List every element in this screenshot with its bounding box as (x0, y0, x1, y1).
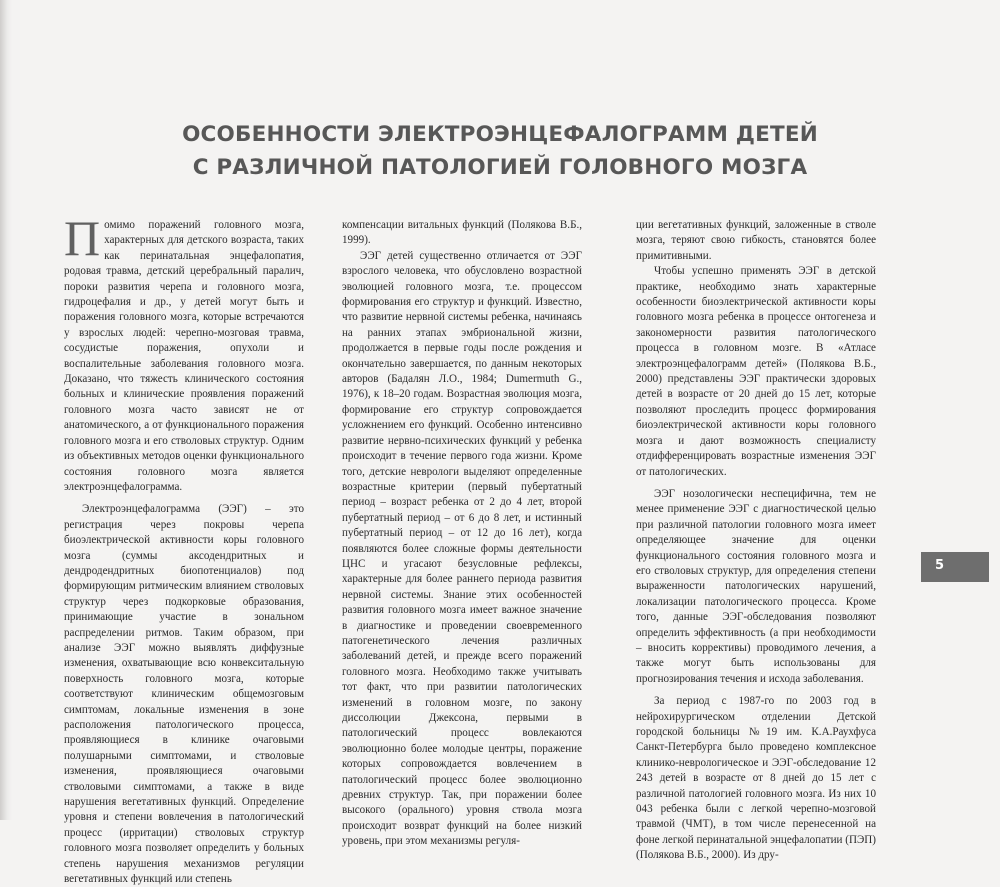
paragraph (64, 210, 304, 495)
paragraph: Электроэнцефалограмма (ЭЭГ) – это регистрация через покровы черепа биоэлектрической активности коры головного мозга (суммы аксодендритных и дендродендритных биопотенциалов) под формирующим ритмическим влиянием стволовых структур через подкорковые образования, принимающие участие в зональном распределении ритмов. Таким образом, при анализе ЭЭГ можно выявлять диффузные изменения, охватывающие всю конвекситальную поверхность головного мозга, которые соответствуют клиническим общемозговым симптомам, локальные изменения в зоне расположения патологического процесса, проявляющиеся в клинике очаговыми полушарными симптомами, и стволовые изменения, проявляющиеся очаговыми стволовыми симптомами, а также в виде нарушения вегетативных функций. Определение уровня и степени вовлечения в патологический процесс (ирритации) стволовых структур головного мозга позволяет определить у больных степень нарушения механизмов регуляции вегетативных функций или степень (64, 503, 304, 886)
text-column-1 (64, 210, 304, 887)
paragraph: ЭЭГ нозологически неспецифична, тем не менее применение ЭЭГ с диагностической целью при различной патологии головного мозга имеет определяющее значение для оценки функционального состояния головного мозга и его стволовых структур, для определения степени выраженности патологических нарушений, локализации патологического процесса. Кроме того, данные ЭЭГ-обследования позволяют определить эффективность (а при необходимости – вносить коррективы) проводимого лечения, а также могут быть использованы для прогнозирования течения и исхода заболевания. (636, 487, 876, 685)
page-number-tab (921, 552, 989, 582)
paragraph: Чтобы успешно применять ЭЭГ в детской практике, необходимо знать характерные особенности биоэлектрической активности коры головного мозга ребенка в процессе онтогенеза и закономерности развития патологического процесса в головном мозге. В «Атласе электроэнцефалограмм детей» (Полякова В.Б., 2000) представлены ЭЭГ практически здоровых детей в возрасте от 20 дней до 15 лет, которые позволяют проследить процесс формирования биоэлектрической активности коры головного мозга и дают возможность специалисту отдифференцировать возрастные изменения ЭЭГ от патологических. (636, 265, 876, 478)
drop-cap: П (64, 210, 101, 266)
paragraph-text: омимо поражений головного мозга, характерных для детского возраста, таких как перинатальная энцефалопатия, родовая травма, детский церебральный паралич, пороки развития черепа и головного мозга, гидроцефалия и др., у детей могут быть и поражения головного мозга, которые встречаются у взрослых людей: черепно-мозговая травма, сосудистые поражения, опухоли и воспалительные заболевания головного мозга. Доказано, что тяжесть клинического состояния больных и клинические проявления поражений головного мозга часто зависят не от анатомического, а от функционального поражения головного мозга и его стволовых структур. Одним из объективных методов оценки функционального состояния головного мозга является электроэнцефалограмма. (64, 219, 304, 493)
page-title (0, 118, 1000, 184)
title-line-1: ОСОБЕННОСТИ ЭЛЕКТРОЭНЦЕФАЛОГРАММ ДЕТЕЙ (182, 122, 818, 147)
text-column-2 (342, 218, 582, 850)
paragraph: ции вегетативных функций, заложенные в стволе мозга, теряют свою гибкость, становятся более примитивными. (636, 219, 876, 262)
paragraph: ЭЭГ детей существенно отличается от ЭЭГ взрослого человека, что обусловлено возрастной эволюцией головного мозга, т.е. процессом формирования его структур и функций. Известно, что развитие нервной системы ребенка, начинаясь на ранних этапах эмбриональной жизни, продолжается в первые годы после рождения и окончательно завершается, по данным некоторых авторов (Бадалян Л.О., 1984; Dumermuth G., 1976), к 18–20 годам. Возрастная эволюция мозга, формирование его структур сопровождается усложнением его функций. Особенно интенсивно развитие нервно-психических функций у ребенка происходит в течение первого года жизни. Кроме того, детские неврологи выделяют определенные возрастные критерии (первый пубертатный период – возраст ребенка от 2 до 4 лет, второй пубертатный период – от 6 до 8 лет, и истинный пубертатный период – от 12 до 16 лет), когда появляются более сложные формы деятельности ЦНС и угасают безусловные рефлексы, характерные для более раннего периода развития нервной системы. Знание этих особенностей развития головного мозга имеет важное значение в диагностике и проведении своевременного патогенетического лечения различных заболеваний детей, и прежде всего поражений головного мозга. Необходимо также учитывать тот факт, что при развитии патологических изменений в головном мозге, по закону диссолюции Джексона, первыми в патологический процесс вовлекаются эволюционно более молодые центры, поражение которых сопровождается вовлечением в патологический процесс более эволюционно древних структур. Так, при поражении более высокого (орального) уровня ствола мозга происходит возврат функций на более низкий уровень, при этом механизмы регуля- (342, 249, 582, 848)
page-number: 5 (935, 558, 945, 573)
paragraph: За период с 1987-го по 2003 год в нейрохирургическом отделении Детской городской больницы №19 им. К.А.Раухфуса Санкт-Петербурга было проведено комплексное клинико-неврологическое и ЭЭГ-обследование 12 243 детей в возрасте от 8 дней до 15 лет с различной патологией головного мозга. Из них 10 043 ребенка были с легкой черепно-мозговой травмой (ЧМТ), в том числе перенесенной на фоне легкой перинатальной энцефалопатии (ПЭП) (Полякова В.Б., 2000). Из дру- (636, 695, 876, 862)
text-column-3 (636, 218, 876, 864)
title-line-2: С РАЗЛИЧНОЙ ПАТОЛОГИЕЙ ГОЛОВНОГО МОЗГА (192, 155, 808, 180)
paragraph: компенсации витальных функций (Полякова В.Б., 1999). (342, 219, 582, 247)
